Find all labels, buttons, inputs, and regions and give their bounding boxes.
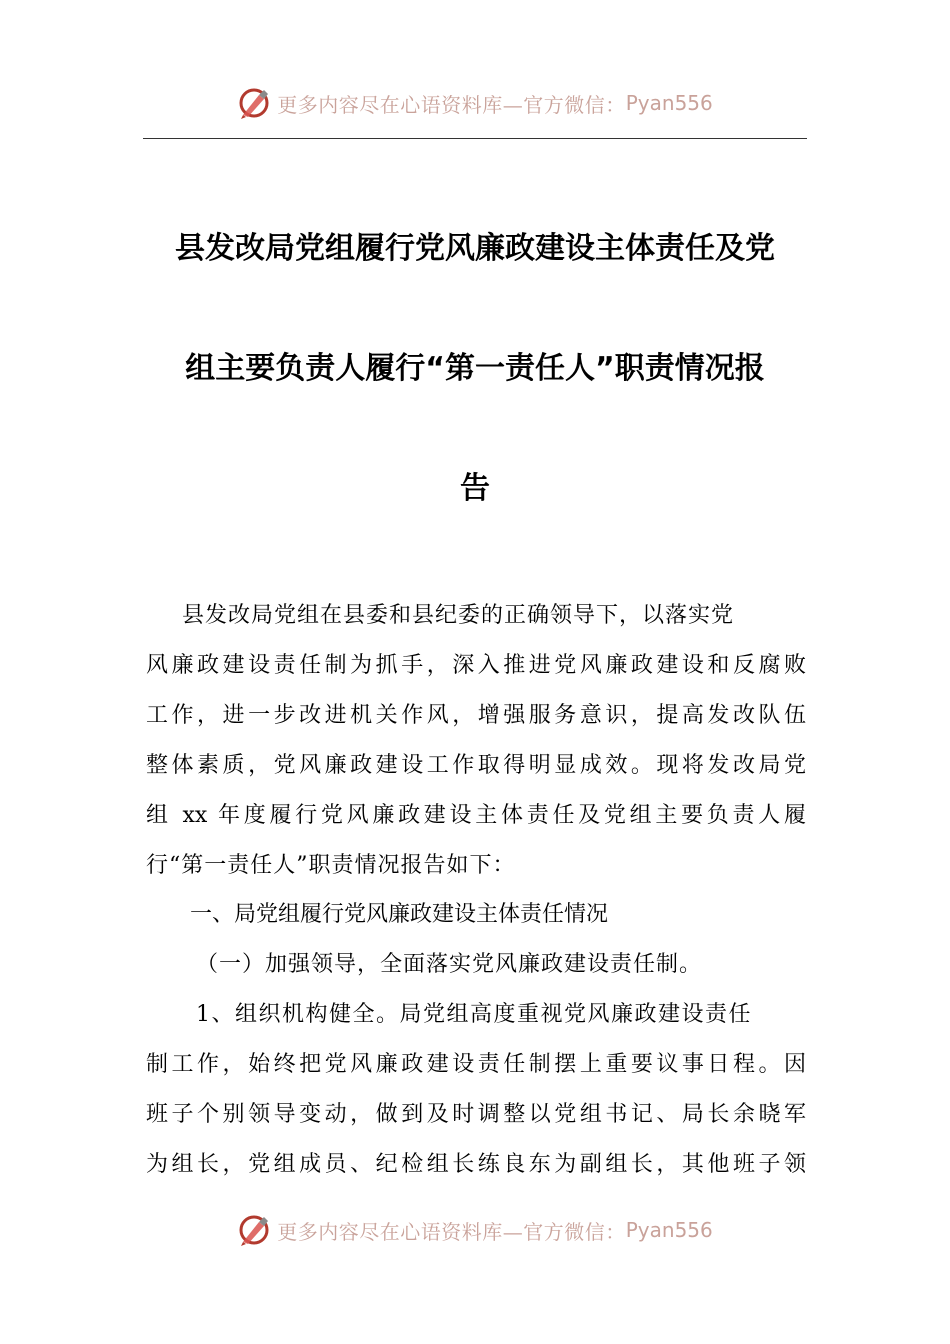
subsection-heading-1: （一）加强领导，全面落实党风廉政建设责任制。 xyxy=(196,952,703,977)
watermark-text: 更多内容尽在心语资料库—官方微信： xyxy=(277,92,626,117)
footer-watermark xyxy=(0,1210,950,1250)
document-title-line-1: 县发改局党组履行党风廉政建设主体责任及党 xyxy=(175,231,775,266)
item-1-line-1: 1、组织机构健全。局党组高度重视党风廉政建设责任 xyxy=(196,1002,752,1027)
item-1-line-3: 班子个别领导变动，做到及时调整以党组书记、局长余晓军 xyxy=(146,1102,806,1127)
item-1-line-2: 制工作，始终把党风廉政建设责任制摆上重要议事日程。因 xyxy=(146,1052,806,1077)
body-line-2: 风廉政建设责任制为抓手，深入推进党风廉政建设和反腐败 xyxy=(146,653,806,678)
body-line-1: 县发改局党组在县委和县纪委的正确领导下，以落实党 xyxy=(182,603,735,628)
watermark-wechat-id: Pyan556 xyxy=(625,1218,713,1242)
pen-logo-icon xyxy=(237,85,273,121)
watermark-text: 更多内容尽在心语资料库—官方微信： xyxy=(277,1219,626,1244)
pen-logo-icon xyxy=(237,1212,273,1248)
body-line-3: 工作，进一步改进机关作风，增强服务意识，提高发改队伍 xyxy=(146,703,806,728)
document-title-line-2: 组主要负责人履行“第一责任人”职责情况报 xyxy=(185,351,765,386)
header-watermark xyxy=(0,83,950,123)
header-divider xyxy=(143,138,807,139)
section-heading-1: 一、局党组履行党风廉政建设主体责任情况 xyxy=(190,902,609,927)
body-line-4: 整体素质，党风廉政建设工作取得明显成效。现将发改局党 xyxy=(146,753,806,778)
watermark-wechat-id: Pyan556 xyxy=(625,91,713,115)
item-1-line-4: 为组长，党组成员、纪检组长练良东为副组长，其他班子领 xyxy=(146,1152,806,1177)
body-line-5: 组 xx 年度履行党风廉政建设主体责任及党组主要负责人履 xyxy=(146,803,806,828)
document-title-line-3: 告 xyxy=(460,471,490,506)
body-line-6: 行“第一责任人”职责情况报告如下： xyxy=(146,853,516,878)
